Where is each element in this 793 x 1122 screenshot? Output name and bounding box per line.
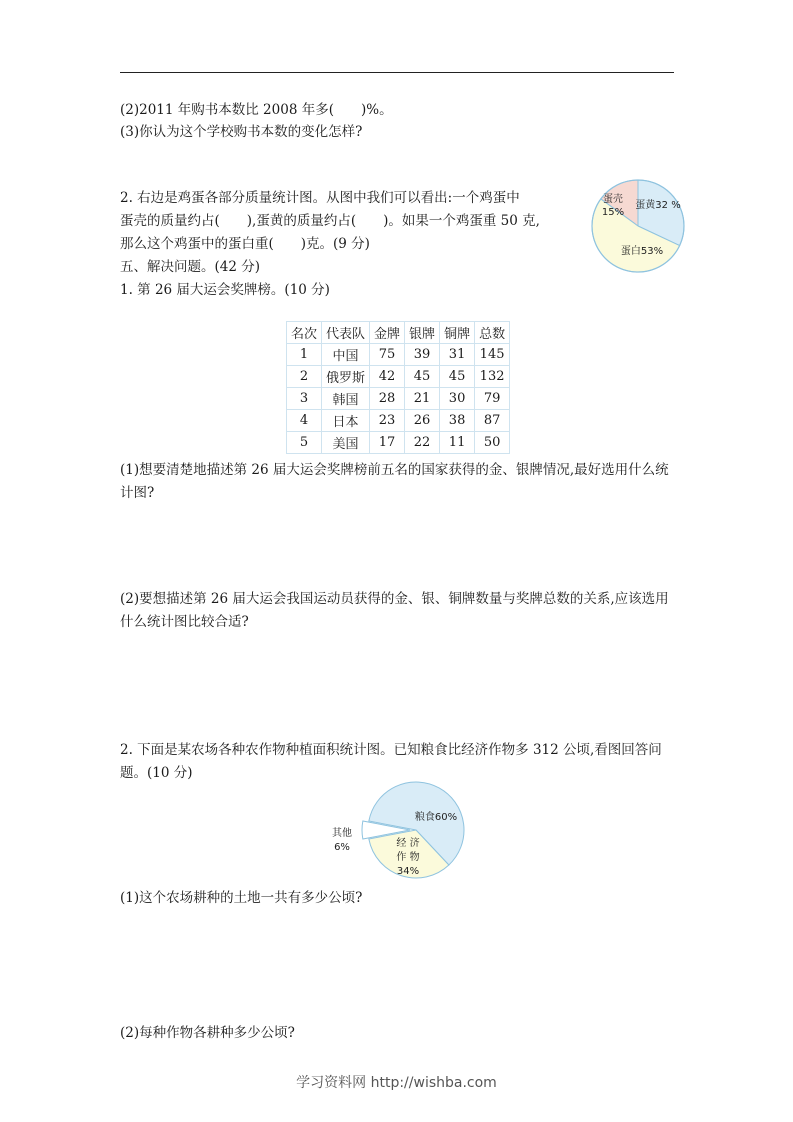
table-row <box>287 410 510 432</box>
cell-silver: 39 <box>405 344 440 366</box>
farm-question-line2: 题。(10 分) <box>120 765 193 781</box>
medal-table <box>286 321 510 454</box>
cell-gold: 75 <box>370 344 405 366</box>
table-row <box>287 344 510 366</box>
farm-label-grain: 粮食60% <box>414 812 458 823</box>
header-gold: 金牌 <box>370 322 405 344</box>
medal-q2-line2: 什么统计图比较合适? <box>120 614 249 630</box>
egg-label-shell-value: 15% <box>601 207 625 218</box>
cell-team: 美国 <box>322 432 370 454</box>
farm-label-cash-1: 经 济 <box>396 838 420 849</box>
cell-rank: 5 <box>287 432 322 454</box>
cell-total: 79 <box>475 388 510 410</box>
header-silver: 银牌 <box>405 322 440 344</box>
cell-bronze: 30 <box>440 388 475 410</box>
header-bronze: 铜牌 <box>440 322 475 344</box>
cell-bronze: 38 <box>440 410 475 432</box>
cell-rank: 3 <box>287 388 322 410</box>
egg-label-shell-name: 蛋壳 <box>603 194 623 205</box>
cell-silver: 21 <box>405 388 440 410</box>
cell-bronze: 11 <box>440 432 475 454</box>
cell-bronze: 31 <box>440 344 475 366</box>
farm-label-cash-2: 作 物 <box>396 852 420 863</box>
egg-question-line3: 那么这个鸡蛋中的蛋白重( )克。(9 分) <box>120 236 370 252</box>
footer-watermark: 学习资料网 http://wishba.com <box>296 1075 497 1091</box>
table-row <box>287 366 510 388</box>
farm-pie-chart <box>328 780 468 884</box>
medal-q1-line2: 计图? <box>120 485 155 501</box>
table-row <box>287 432 510 454</box>
cell-team: 韩国 <box>322 388 370 410</box>
cell-team: 俄罗斯 <box>322 366 370 388</box>
cell-total: 87 <box>475 410 510 432</box>
cell-gold: 42 <box>370 366 405 388</box>
cell-silver: 22 <box>405 432 440 454</box>
cell-total: 50 <box>475 432 510 454</box>
medal-q1-line1: (1)想要清楚地描述第 26 届大运会奖牌榜前五名的国家获得的金、银牌情况,最好选用什么统 <box>120 462 669 478</box>
farm-q2: (2)每种作物各耕种多少公顷? <box>120 1025 295 1041</box>
header-team: 代表队 <box>322 322 370 344</box>
cell-rank: 1 <box>287 344 322 366</box>
farm-label-other-name: 其他 <box>332 828 352 839</box>
egg-label-white: 蛋白53% <box>620 246 664 257</box>
cell-team: 日本 <box>322 410 370 432</box>
medal-question-title: 1. 第 26 届大运会奖牌榜。(10 分) <box>120 282 330 298</box>
cell-bronze: 45 <box>440 366 475 388</box>
cell-total: 145 <box>475 344 510 366</box>
question-2011-books: (2)2011 年购书本数比 2008 年多( )%。 <box>120 102 393 118</box>
farm-label-cash-value: 34% <box>396 866 420 877</box>
top-rule <box>120 72 674 73</box>
header-rank: 名次 <box>287 322 322 344</box>
cell-rank: 4 <box>287 410 322 432</box>
egg-pie-chart <box>586 178 690 278</box>
cell-gold: 23 <box>370 410 405 432</box>
farm-label-other-value: 6% <box>334 842 350 853</box>
cell-silver: 26 <box>405 410 440 432</box>
egg-question-line2: 蛋壳的质量约占( ),蛋黄的质量约占( )。如果一个鸡蛋重 50 克, <box>120 213 540 229</box>
table-row <box>287 388 510 410</box>
cell-gold: 28 <box>370 388 405 410</box>
egg-label-yolk: 蛋黄32 % <box>635 200 681 211</box>
egg-question-line1: 2. 右边是鸡蛋各部分质量统计图。从图中我们可以看出:一个鸡蛋中 <box>120 190 520 206</box>
cell-team: 中国 <box>322 344 370 366</box>
farm-question-line1: 2. 下面是某农场各种农作物种植面积统计图。已知粮食比经济作物多 312 公顷,看图回答问 <box>120 742 662 758</box>
farm-q1: (1)这个农场耕种的土地一共有多少公顷? <box>120 890 363 906</box>
header-total: 总数 <box>475 322 510 344</box>
question-book-change: (3)你认为这个学校购书本数的变化怎样? <box>120 124 363 140</box>
medal-q2-line1: (2)要想描述第 26 届大运会我国运动员获得的金、银、铜牌数量与奖牌总数的关系,应该选用 <box>120 591 669 607</box>
cell-silver: 45 <box>405 366 440 388</box>
cell-total: 132 <box>475 366 510 388</box>
section-5-title: 五、解决问题。(42 分) <box>120 259 261 275</box>
cell-gold: 17 <box>370 432 405 454</box>
cell-rank: 2 <box>287 366 322 388</box>
medal-table-header <box>287 322 510 344</box>
